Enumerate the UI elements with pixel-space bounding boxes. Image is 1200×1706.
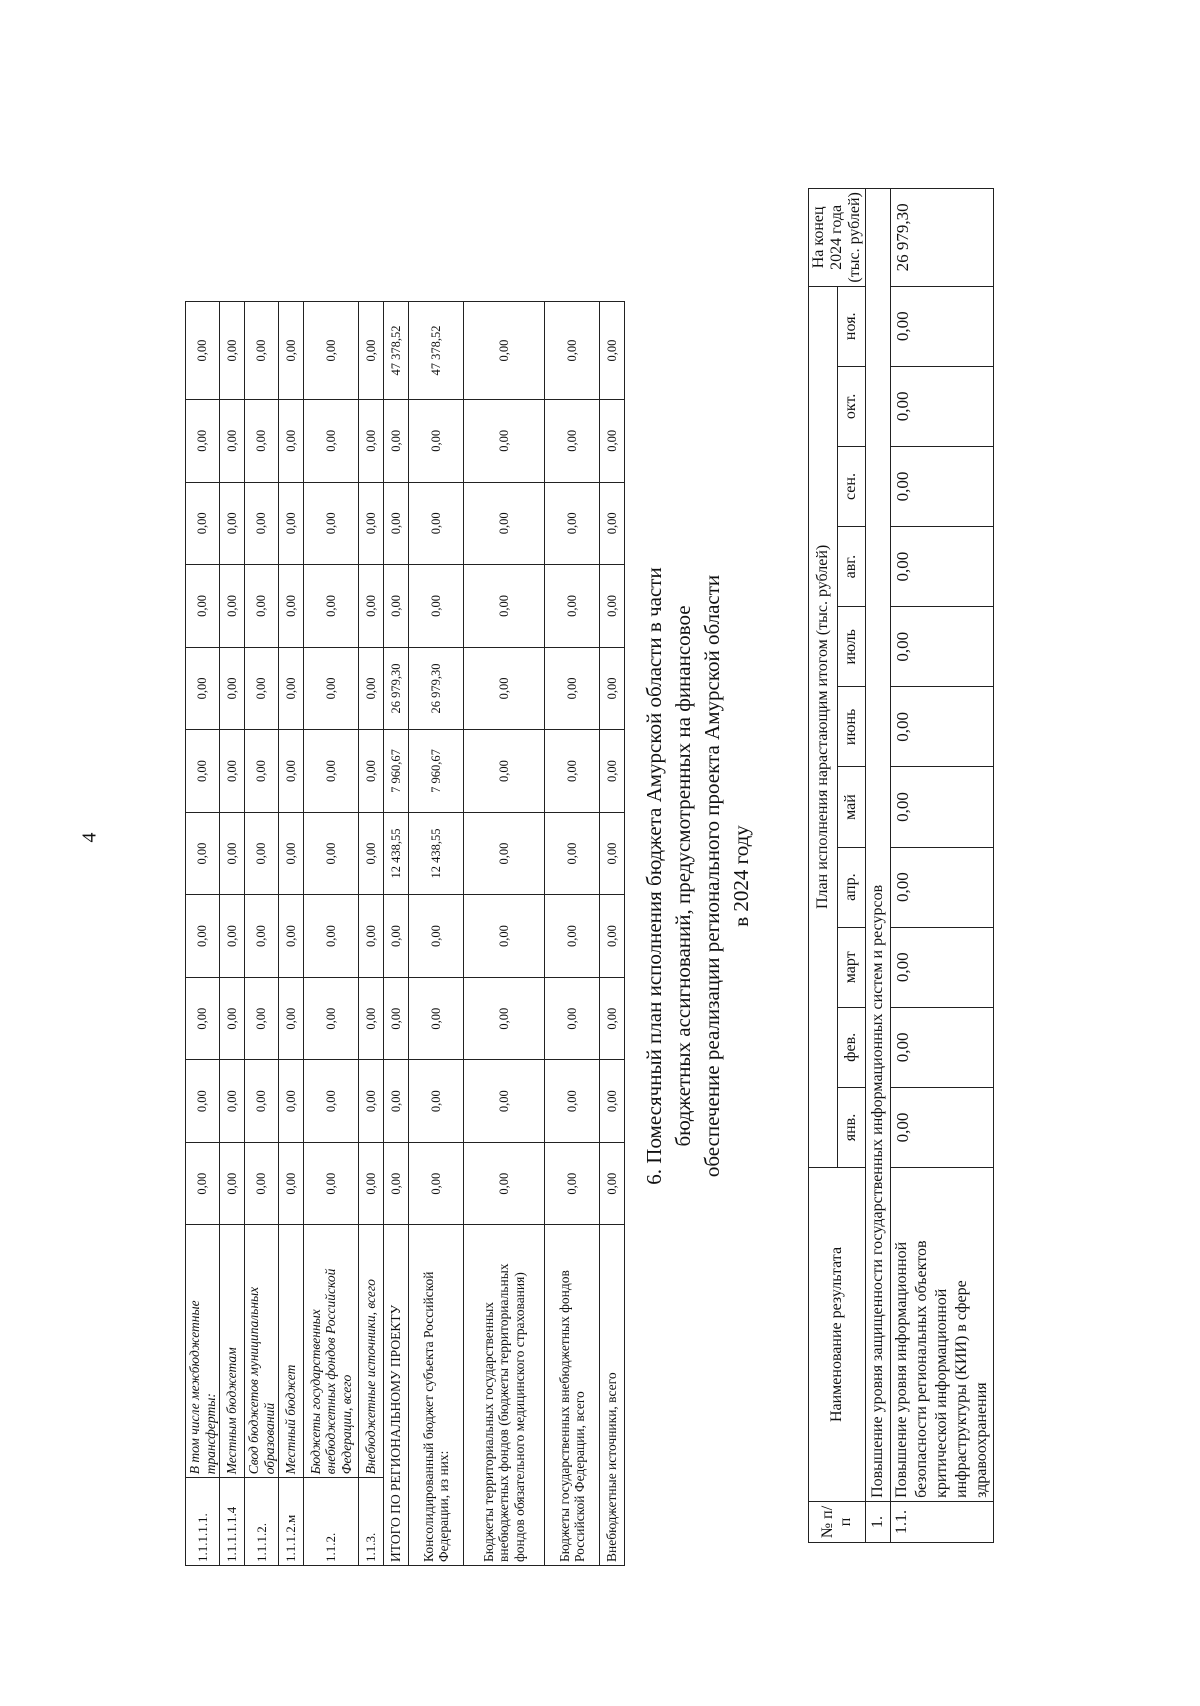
page-number: 4 [78,832,101,843]
month-value: 0,00 [891,767,994,847]
value-cell: 0,00 [600,812,625,895]
value-cell: 0,00 [464,302,545,400]
value-cell: 0,00 [304,647,359,730]
section-title: Повышение уровня защищенности государственных информационных систем и ресурсов [866,189,891,1502]
value-cell: 0,00 [545,302,600,400]
row-name: Местным бюджетам [220,1225,245,1478]
value-cell: 26 979,30 [409,647,464,730]
value-cell: 0,00 [245,1142,279,1225]
month-value: 0,00 [891,847,994,927]
value-cell: 0,00 [384,1142,409,1225]
value-cell: 0,00 [600,1142,625,1225]
month-header: июнь [837,687,866,767]
value-cell: 0,00 [186,302,220,400]
value-cell: 0,00 [186,812,220,895]
table-row [545,302,600,1566]
row-name: Свод бюджетов муниципальных образований [245,1225,279,1478]
heading-line-2: бюджетных ассигнований, предусмотренных на финансовое [671,605,695,1147]
month-header: июль [837,607,866,687]
table-row [304,302,359,1566]
value-cell: 0,00 [304,1142,359,1225]
value-cell: 0,00 [245,400,279,483]
value-cell: 0,00 [545,647,600,730]
value-cell: 7 960,67 [384,730,409,813]
value-cell: 0,00 [545,895,600,978]
row-name: Бюджеты государственных внебюджетных фондов Российской Федерации, всего [545,1225,600,1566]
table-row [409,302,464,1566]
month-value: 0,00 [891,687,994,767]
value-cell: 0,00 [600,400,625,483]
value-cell: 0,00 [464,812,545,895]
result-name: Повышение уровня информационной безопасности региональных объектов критической информационной инфраструктуры (КИИ) в сфере здравоохранения [891,1168,994,1502]
header-year-end: На конец 2024 года (тыс. рублей) [809,189,866,287]
month-value: 0,00 [891,1087,994,1167]
value-cell: 0,00 [279,302,304,400]
value-cell: 0,00 [359,730,384,813]
result-row [891,189,994,1543]
value-cell: 0,00 [600,565,625,648]
value-cell: 0,00 [600,647,625,730]
row-name: Бюджеты территориальных государственных внебюджетных фондов (бюджеты территориальных фондов обязательного медицинского страхования) [464,1225,545,1566]
value-cell: 0,00 [600,302,625,400]
budget-summary-body [186,302,625,1566]
value-cell: 0,00 [359,482,384,565]
row-name: Внебюджетные источники, всего [600,1225,625,1566]
heading-line-4: в 2024 году [729,825,753,927]
value-cell: 0,00 [464,895,545,978]
value-cell: 26 979,30 [384,647,409,730]
value-cell: 0,00 [186,565,220,648]
value-cell: 0,00 [220,730,245,813]
month-header: сен. [837,446,866,526]
value-cell: 0,00 [464,730,545,813]
value-cell: 0,00 [279,895,304,978]
value-cell: 0,00 [220,647,245,730]
value-cell: 0,00 [384,977,409,1060]
row-name: Бюджеты государственных внебюджетных фондов Российской Федерации, всего [304,1225,359,1478]
value-cell: 0,00 [245,302,279,400]
table-row [600,302,625,1566]
value-cell: 0,00 [359,977,384,1060]
value-cell: 0,00 [600,1060,625,1143]
value-cell: 0,00 [545,1060,600,1143]
row-name: В том числе межбюджетные трансферты: [186,1225,220,1478]
value-cell: 0,00 [245,812,279,895]
value-cell: 0,00 [600,895,625,978]
row-code: 1.1.1.2. [245,1478,279,1566]
value-cell: 0,00 [464,977,545,1060]
month-header: авг. [837,527,866,607]
value-cell: 0,00 [384,1060,409,1143]
value-cell: 0,00 [186,977,220,1060]
result-number: 1.1. [891,1501,994,1542]
heading-line-3: обеспечение реализации регионального проекта Амурской области [700,574,724,1178]
heading-line-1: 6. Помесячный план исполнения бюджета Амурской области в части [642,567,666,1185]
row-code: 1.1.2. [304,1478,359,1566]
value-cell: 0,00 [545,565,600,648]
month-header: окт. [837,366,866,446]
value-cell: 0,00 [186,895,220,978]
value-cell: 0,00 [545,482,600,565]
value-cell: 0,00 [279,565,304,648]
month-value: 0,00 [891,286,994,366]
value-cell: 0,00 [245,730,279,813]
value-cell: 0,00 [545,730,600,813]
value-cell: 0,00 [464,1142,545,1225]
row-name: Местный бюджет [279,1225,304,1478]
value-cell: 0,00 [600,730,625,813]
table-row [245,302,279,1566]
value-cell: 0,00 [245,895,279,978]
month-value: 0,00 [891,607,994,687]
month-value: 0,00 [891,1007,994,1087]
section-number: 1. [866,1501,891,1542]
header-result-name: Наименование результата [809,1168,866,1502]
month-value: 0,00 [891,366,994,446]
value-cell: 12 438,55 [409,812,464,895]
month-header: март [837,927,866,1007]
value-cell: 0,00 [220,302,245,400]
value-cell: 0,00 [545,1142,600,1225]
row-code: 1.1.1.1.1.4 [220,1478,245,1566]
value-cell: 0,00 [464,1060,545,1143]
header-plan: План исполнения нарастающим итогом (тыс. рублей) [809,286,838,1167]
value-cell: 0,00 [359,400,384,483]
value-cell: 0,00 [220,482,245,565]
value-cell: 0,00 [464,482,545,565]
section-row [866,189,891,1543]
value-cell: 47 378,52 [409,302,464,400]
value-cell: 0,00 [359,812,384,895]
value-cell: 0,00 [220,400,245,483]
month-header: янв. [837,1087,866,1167]
value-cell: 0,00 [186,647,220,730]
year-end-value: 26 979,30 [891,189,994,287]
value-cell: 0,00 [279,730,304,813]
value-cell: 0,00 [304,482,359,565]
budget-summary-table [185,301,625,1566]
value-cell: 0,00 [359,1060,384,1143]
value-cell: 0,00 [359,895,384,978]
value-cell: 0,00 [409,400,464,483]
value-cell: 0,00 [304,895,359,978]
value-cell: 0,00 [359,565,384,648]
value-cell: 0,00 [279,482,304,565]
month-value: 0,00 [891,446,994,526]
value-cell: 0,00 [304,812,359,895]
value-cell: 0,00 [304,730,359,813]
value-cell: 0,00 [464,565,545,648]
value-cell: 0,00 [545,812,600,895]
value-cell: 47 378,52 [384,302,409,400]
value-cell: 0,00 [279,977,304,1060]
value-cell: 0,00 [359,1142,384,1225]
month-header: апр. [837,847,866,927]
table-row [359,302,384,1566]
row-code: 1.1.1.2.м [279,1478,304,1566]
value-cell: 0,00 [359,302,384,400]
monthly-plan-table [808,188,994,1543]
value-cell: 0,00 [245,977,279,1060]
value-cell: 0,00 [384,565,409,648]
value-cell: 0,00 [186,730,220,813]
value-cell: 7 960,67 [409,730,464,813]
table-row [279,302,304,1566]
value-cell: 0,00 [304,977,359,1060]
value-cell: 0,00 [545,977,600,1060]
value-cell: 0,00 [186,1142,220,1225]
row-name: Консолидированный бюджет субъекта Российской Федерации, из них: [409,1225,464,1566]
value-cell: 0,00 [245,482,279,565]
table-row [186,302,220,1566]
value-cell: 0,00 [409,977,464,1060]
value-cell: 0,00 [245,647,279,730]
value-cell: 0,00 [359,647,384,730]
row-code: 1.1.1.1.1. [186,1478,220,1566]
value-cell: 0,00 [186,1060,220,1143]
value-cell: 0,00 [220,1060,245,1143]
row-code: 1.1.3. [359,1478,384,1566]
value-cell: 0,00 [245,565,279,648]
value-cell: 0,00 [384,400,409,483]
value-cell: 0,00 [279,647,304,730]
value-cell: 0,00 [384,895,409,978]
value-cell: 0,00 [220,565,245,648]
value-cell: 0,00 [409,1060,464,1143]
value-cell: 0,00 [600,482,625,565]
value-cell: 0,00 [409,895,464,978]
month-header: фев. [837,1007,866,1087]
value-cell: 0,00 [186,400,220,483]
value-cell: 0,00 [220,895,245,978]
value-cell: 0,00 [600,977,625,1060]
table-row [384,302,409,1566]
value-cell: 0,00 [304,565,359,648]
month-value: 0,00 [891,527,994,607]
month-header: май [837,767,866,847]
value-cell: 0,00 [384,482,409,565]
value-cell: 0,00 [220,977,245,1060]
value-cell: 0,00 [464,647,545,730]
value-cell: 0,00 [304,400,359,483]
row-name: Внебюджетные источники, всего [359,1225,384,1478]
value-cell: 0,00 [279,1142,304,1225]
value-cell: 0,00 [304,1060,359,1143]
value-cell: 0,00 [409,1142,464,1225]
value-cell: 0,00 [279,1060,304,1143]
value-cell: 12 438,55 [384,812,409,895]
value-cell: 0,00 [220,812,245,895]
table-row [464,302,545,1566]
row-name: ИТОГО ПО РЕГИОНАЛЬНОМУ ПРОЕКТУ [384,1225,409,1566]
month-value: 0,00 [891,927,994,1007]
value-cell: 0,00 [409,565,464,648]
value-cell: 0,00 [279,812,304,895]
value-cell: 0,00 [245,1060,279,1143]
value-cell: 0,00 [279,400,304,483]
section-heading [640,516,756,1236]
value-cell: 0,00 [186,482,220,565]
value-cell: 0,00 [409,482,464,565]
value-cell: 0,00 [464,400,545,483]
month-header: ноя. [837,286,866,366]
table-row [220,302,245,1566]
value-cell: 0,00 [304,302,359,400]
value-cell: 0,00 [220,1142,245,1225]
header-number: № п/п [809,1501,866,1542]
value-cell: 0,00 [545,400,600,483]
